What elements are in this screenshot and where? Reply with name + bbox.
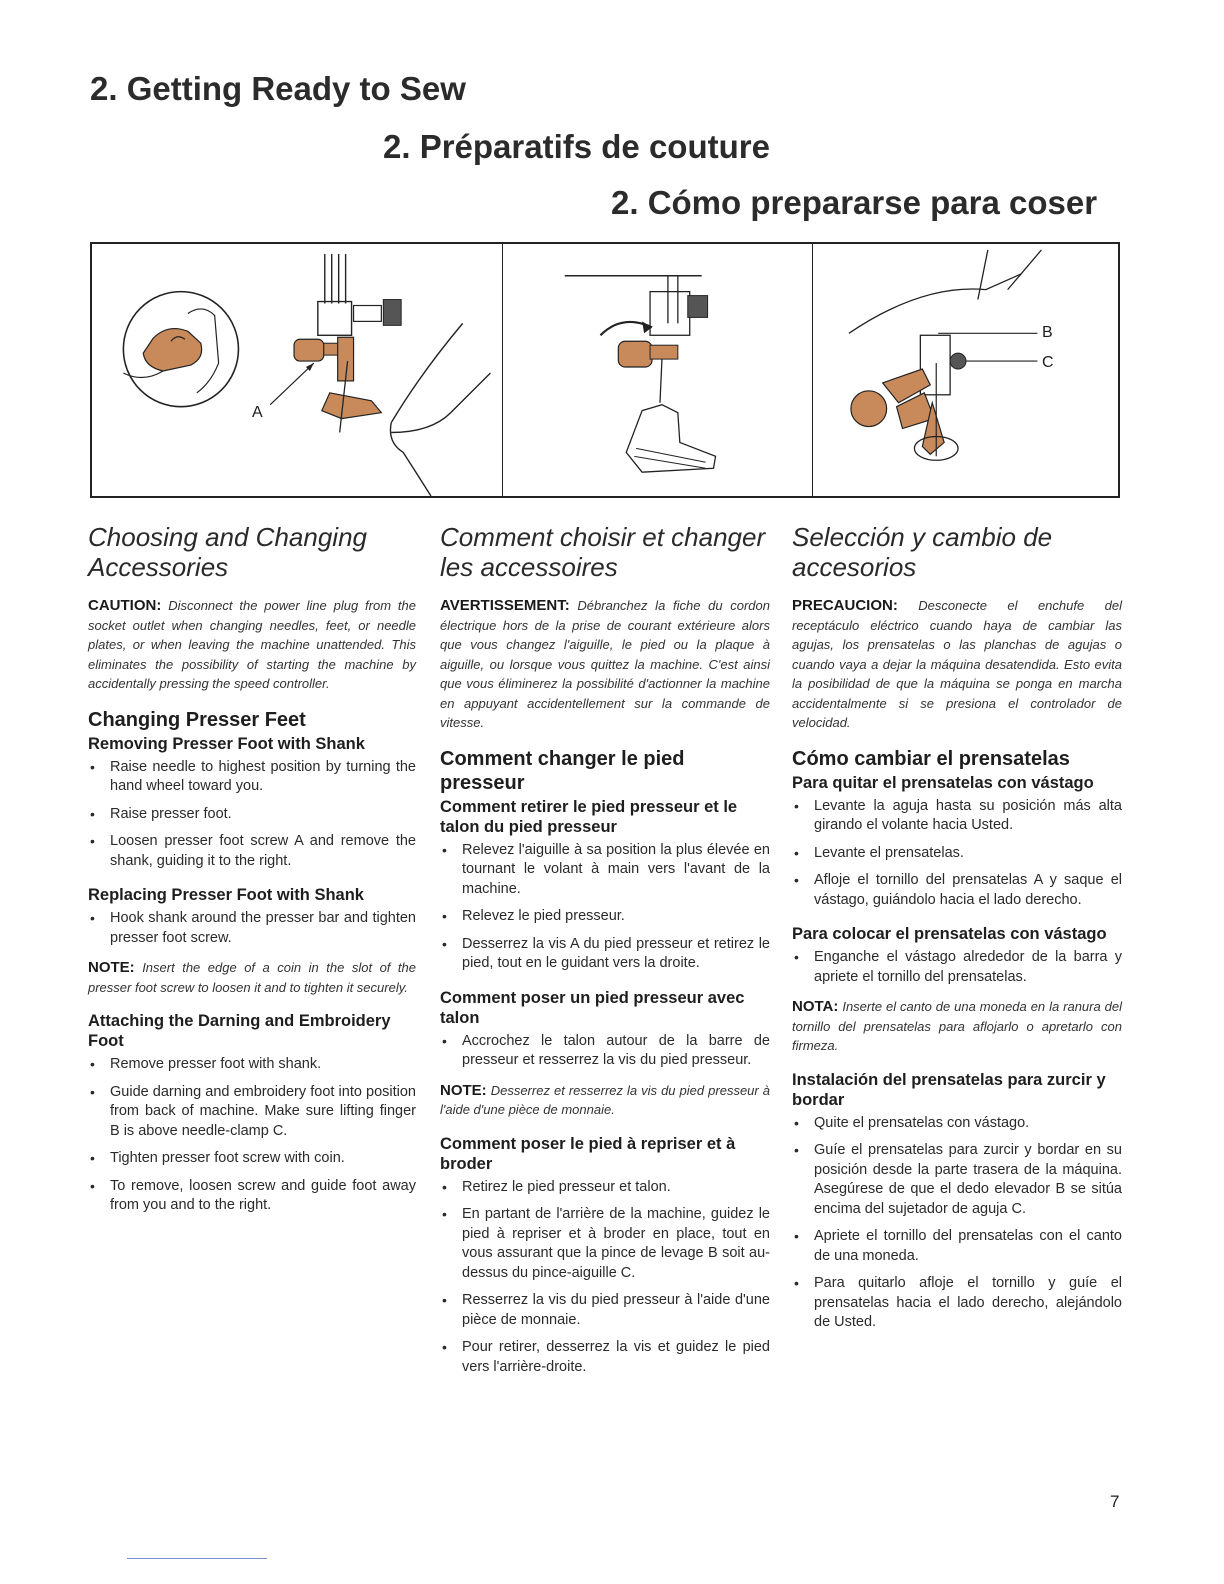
list-item: • Apriete el tornillo del prensatelas con el canto de una moneda. (792, 1227, 1122, 1266)
title-english: 2. Getting Ready to Sew (90, 70, 466, 107)
darning-foot-illustration (812, 244, 1118, 496)
replacing-heading: Replacing Presser Foot with Shank (88, 886, 364, 904)
list-item: • Raise needle to highest position by turning the hand wheel toward you. (88, 758, 416, 797)
list-item: • Pour retirer, desserrez la vis et guidez le pied vers l'arrière-droite. (440, 1338, 770, 1377)
spanish-column (792, 522, 1122, 1343)
list-item: • Hook shank around the presser bar and tighten presser foot screw. (88, 909, 416, 948)
list-item: • Desserrez la vis A du pied presseur et retirez le pied, tout en le guidant vers la droite. (440, 935, 770, 974)
screw-loosening-illustration (502, 244, 812, 496)
attaching-heading: Comment poser le pied à repriser et à broder (440, 1134, 736, 1173)
caution-label: PRECAUCION: (792, 597, 898, 614)
figure-label-b: B (1042, 324, 1053, 341)
list-item: • Resserrez la vis du pied presseur à l'aide d'une pièce de monnaie. (440, 1291, 770, 1330)
presser-foot-removal-illustration (92, 244, 502, 496)
list-item: • En partant de l'arrière de la machine, guidez le pied à repriser et à broder en place, tout en vous assurant que la pince de levage B soit au-dessus du pince-aiguille C. (440, 1205, 770, 1283)
footer-rule (127, 1558, 267, 1559)
section-title: Selección y cambio de accesorios (792, 522, 1053, 582)
title-spanish: 2. Cómo prepararse para coser (611, 184, 1098, 221)
caution-paragraph (88, 596, 416, 694)
note-paragraph (792, 997, 1122, 1056)
caution-paragraph (792, 596, 1122, 733)
list-item: • Para quitarlo afloje el tornillo y guíe el prensatelas hacia el lado derecho, alejándolo de Usted. (792, 1274, 1122, 1333)
list-item: • Afloje el tornillo del prensatelas A y saque el vástago, guiándolo hacia el lado derecho. (792, 871, 1122, 910)
list-item: • Relevez l'aiguille à sa position la plus élevée en tournant le volant à main vers l'avant de la machine. (440, 841, 770, 900)
list-item: • Enganche el vástago alrededor de la barra y apriete el tornillo del prensatelas. (792, 948, 1122, 987)
attaching-heading: Attaching the Darning and Embroidery Foot (88, 1012, 391, 1050)
list-item: • Remove presser foot with shank. (88, 1055, 416, 1075)
figure-darning-foot (812, 244, 1118, 496)
list-item: • Raise presser foot. (88, 805, 416, 825)
figure-label-c: C (1042, 354, 1054, 371)
note-paragraph (440, 1081, 770, 1120)
removing-steps (792, 797, 1122, 911)
removing-heading: Removing Presser Foot with Shank (88, 734, 365, 753)
removing-heading: Para quitar el prensatelas con vástago (792, 773, 1094, 792)
removing-steps (88, 758, 416, 872)
removing-steps (440, 841, 770, 974)
attaching-steps (88, 1055, 416, 1216)
replacing-heading: Comment poser un pied presseur avec talon (440, 988, 745, 1027)
list-item: • Loosen presser foot screw A and remove the shank, guiding it to the right. (88, 832, 416, 871)
english-column (88, 522, 416, 1226)
illustration-panel (90, 242, 1120, 498)
removing-heading: Comment retirer le pied presseur et le talon du pied presseur (440, 797, 738, 836)
changing-presser-feet-heading: Cómo cambiar el prensatelas (792, 747, 1070, 770)
list-item: • Retirez le pied presseur et talon. (440, 1178, 770, 1198)
section-title: Choosing and Changing Accessories (88, 522, 367, 582)
caution-label: CAUTION: (88, 597, 162, 614)
note-label: NOTE: (88, 959, 135, 976)
note-paragraph (88, 958, 416, 997)
list-item: • Relevez le pied presseur. (440, 907, 770, 927)
caution-text: Débranchez la fiche du cordon électrique hors de la prise de courant extérieure alors que vous changez l'aiguille, le pied ou la plaque à aiguille, ou lorsque vous quittez la machine. C'est ainsi que vous éliminerez la possibilité d'actionner la machine en appuyant accidentellement sur la commande de vitesse. (440, 598, 770, 730)
list-item: • Guíe el prensatelas para zurcir y bordar en su posición desde la parte trasera de la máquina. Asegúrese de que el dedo elevador B se sitúa encima del sujetador de aguja C. (792, 1141, 1122, 1219)
title-french: 2. Préparatifs de couture (383, 128, 770, 165)
note-label: NOTE: (440, 1081, 487, 1099)
page-number: 7 (1110, 1492, 1120, 1511)
list-item: • Accrochez le talon autour de la barre de presseur et resserrez la vis du pied presseur. (440, 1032, 770, 1071)
list-item: • Tighten presser foot screw with coin. (88, 1149, 416, 1169)
list-item: • Levante la aguja hasta su posición más alta girando el volante hacia Usted. (792, 797, 1122, 836)
replacing-steps (792, 948, 1122, 987)
changing-presser-feet-heading: Comment changer le pied presseur (440, 747, 685, 794)
list-item: • Levante el prensatelas. (792, 844, 1122, 864)
attaching-heading: Instalación del prensatelas para zurcir y bordar (792, 1070, 1106, 1109)
list-item: • To remove, loosen screw and guide foot away from you and to the right. (88, 1177, 416, 1216)
list-item: • Quite el prensatelas con vástago. (792, 1114, 1122, 1134)
replacing-steps (88, 909, 416, 948)
figure-remove-presser-foot (92, 244, 503, 496)
section-title: Comment choisir et changer les accessoires (440, 522, 766, 582)
replacing-steps (440, 1032, 770, 1071)
replacing-heading: Para colocar el prensatelas con vástago (792, 925, 1107, 943)
note-text: Desserrez et resserrez la vis du pied presseur à l'aide d'une pièce de monnaie. (440, 1082, 770, 1117)
caution-text: Desconecte el enchufe del receptáculo eléctrico cuando haya de cambiar las agujas, los prensatelas o las planchas de agujas o cuando vaya a dejar la máquina desatendida. Esto evita la posibilidad de que la máquina se ponga en marcha accidentalmente si se presiona el controlador de velocidad. (792, 598, 1122, 730)
attaching-steps (440, 1178, 770, 1378)
figure-loosen-screw (502, 244, 813, 496)
caution-text: Disconnect the power line plug from the socket outlet when changing needles, feet, or needle plates, or when leaving the machine unattended. This eliminates the possibility of starting the machine by accidentally pressing the speed controller. (88, 598, 416, 691)
caution-paragraph (440, 596, 770, 733)
note-label: NOTA: (792, 998, 839, 1015)
note-text: Inserte el canto de una moneda en la ranura del tornillo del prensatelas para aflojarlo o apretarlo con firmeza. (792, 999, 1122, 1053)
changing-presser-feet-heading: Changing Presser Feet (88, 708, 306, 731)
figure-label-a: A (252, 404, 263, 421)
note-text: Insert the edge of a coin in the slot of the presser foot screw to loosen it and to tighten it securely. (88, 960, 416, 995)
caution-label: AVERTISSEMENT: (440, 597, 570, 614)
attaching-steps (792, 1114, 1122, 1333)
list-item: • Guide darning and embroidery foot into position from back of machine. Make sure lifting finger B is above needle-clamp C. (88, 1083, 416, 1142)
french-column (440, 522, 770, 1387)
